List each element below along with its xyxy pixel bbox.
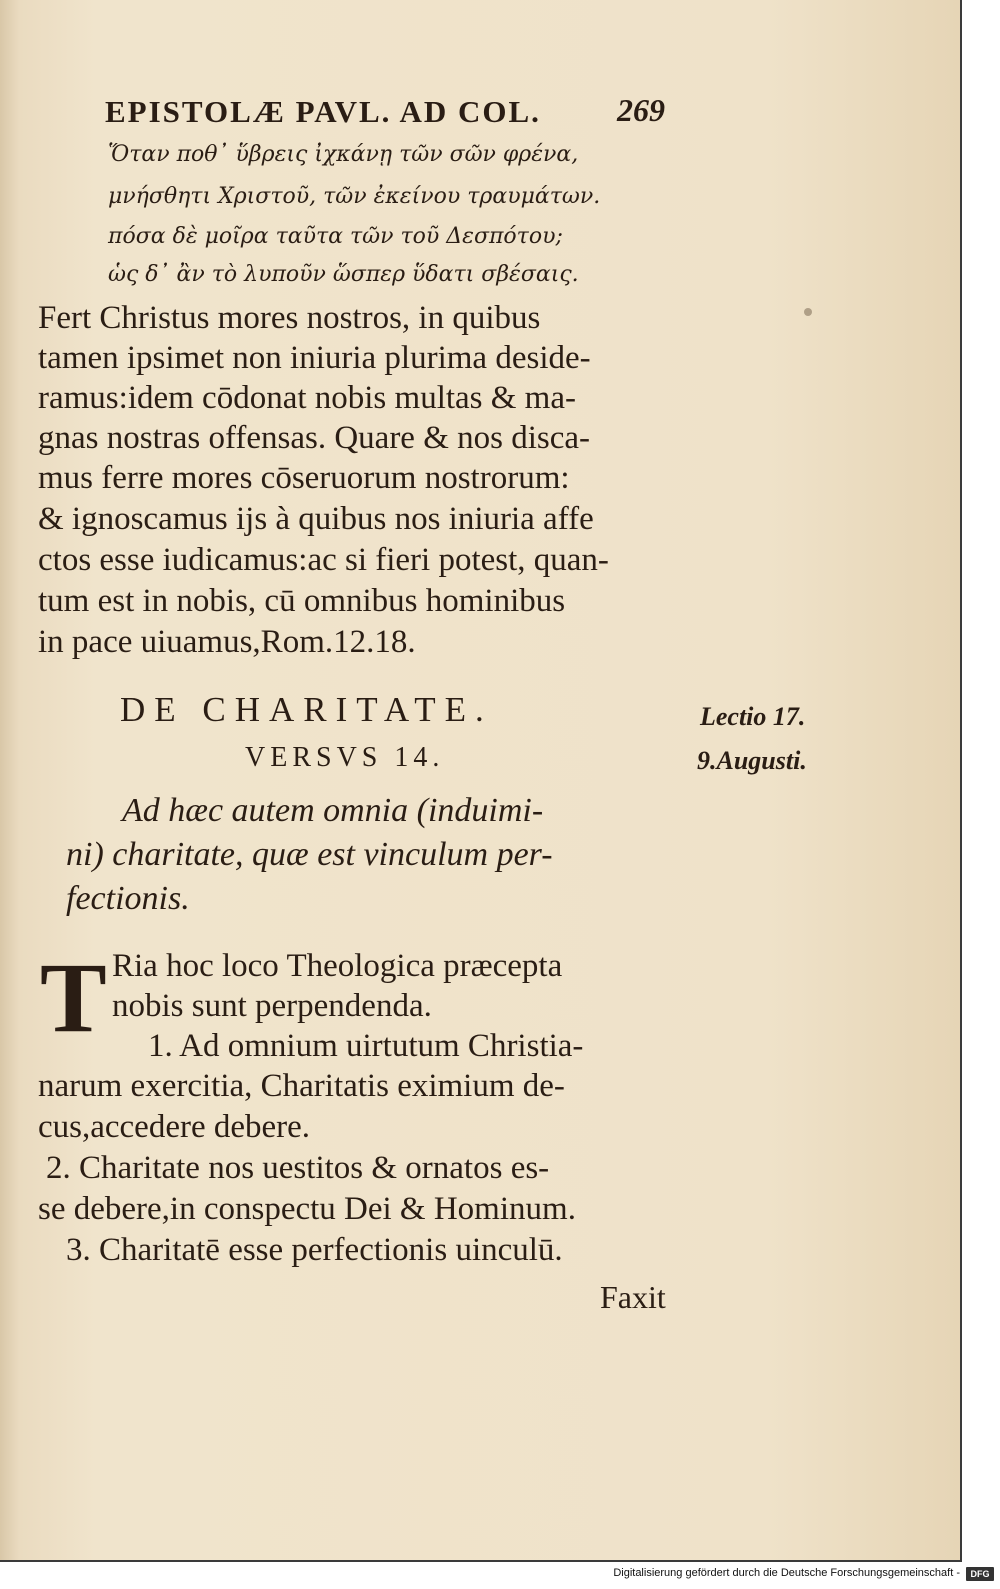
catchword: Faxit	[600, 1279, 666, 1315]
paragraph-1-line-9: in pace uiuamus,Rom.12.18.	[38, 624, 416, 660]
list-item-1-line-2: narum exercitia, Charitatis eximium de-	[38, 1068, 565, 1104]
greek-line-2: μνήσθητι Χριστοῦ, τῶν ἐκείνου τραυμάτων.	[108, 184, 601, 209]
greek-line-1: Ὅταν ποθ᾽ ὕβρεις ἰχκάνῃ τῶν σῶν φρένα,	[108, 142, 579, 167]
section-heading: DE CHARITATE.	[120, 690, 493, 729]
marginal-note-lectio: Lectio 17.	[700, 702, 806, 731]
dfg-logo-icon: DFG	[966, 1567, 994, 1581]
paragraph-1-line-1: Fert Christus mores nostros, in quibus	[38, 300, 541, 336]
paragraph-1-line-7: ctos esse iudicamus:ac si fieri potest, quan-	[38, 542, 609, 578]
drop-capital: T	[40, 942, 107, 1053]
list-item-1-line-1: 1. Ad omnium uirtutum Christia-	[148, 1028, 584, 1064]
verse-line-1: Ad hæc autem omnia (induimi-	[122, 792, 544, 829]
greek-line-4: ὡς δ᾽ ἂν τὸ λυποῦν ὥσπερ ὕδατι σβέσαις.	[108, 262, 579, 287]
paragraph-1-line-4: gnas nostras offensas. Quare & nos disca-	[38, 420, 591, 456]
paragraph-1-line-8: tum est in nobis, cū omnibus hominibus	[38, 583, 566, 619]
paragraph-1-line-3: ramus:idem cōdonat nobis multas & ma-	[38, 380, 576, 416]
paragraph-2-line-1: Ria hoc loco Theologica præcepta	[112, 948, 563, 984]
greek-line-3: πόσα δὲ μοῖρα ταῦτα τῶν τοῦ Δεσπότου;	[108, 224, 563, 249]
verse-line-2: ni) charitate, quæ est vinculum per-	[66, 836, 553, 873]
verse-line-3: fectionis.	[66, 880, 190, 917]
scan-margin-right	[962, 0, 1000, 1589]
verse-number-heading: VERSVS 14.	[245, 742, 445, 773]
folio-number: 269	[617, 92, 665, 128]
paragraph-1-line-5: mus ferre mores cōseruorum nostrorum:	[38, 460, 570, 496]
list-item-3: 3. Charitatē esse perfectionis uinculū.	[66, 1232, 563, 1268]
ink-spot	[804, 308, 812, 316]
paragraph-1-line-2: tamen ipsimet non iniuria plurima deside-	[38, 340, 591, 376]
paragraph-1-line-6: & ignoscamus ijs à quibus nos iniuria affe	[38, 501, 594, 537]
marginal-note-date: 9.Augusti.	[697, 746, 807, 775]
list-item-2-line-1: 2. Charitate nos uestitos & ornatos es-	[46, 1150, 550, 1186]
running-head: EPISTOLÆ PAVL. AD COL.	[105, 94, 541, 129]
paragraph-2-line-2: nobis sunt perpendenda.	[112, 988, 432, 1024]
list-item-1-line-3: cus,accedere debere.	[38, 1109, 311, 1145]
digitization-credit: Digitalisierung gefördert durch die Deutsche Forschungsgemeinschaft -	[613, 1567, 960, 1579]
list-item-2-line-2: se debere,in conspectu Dei & Hominum.	[38, 1191, 576, 1227]
